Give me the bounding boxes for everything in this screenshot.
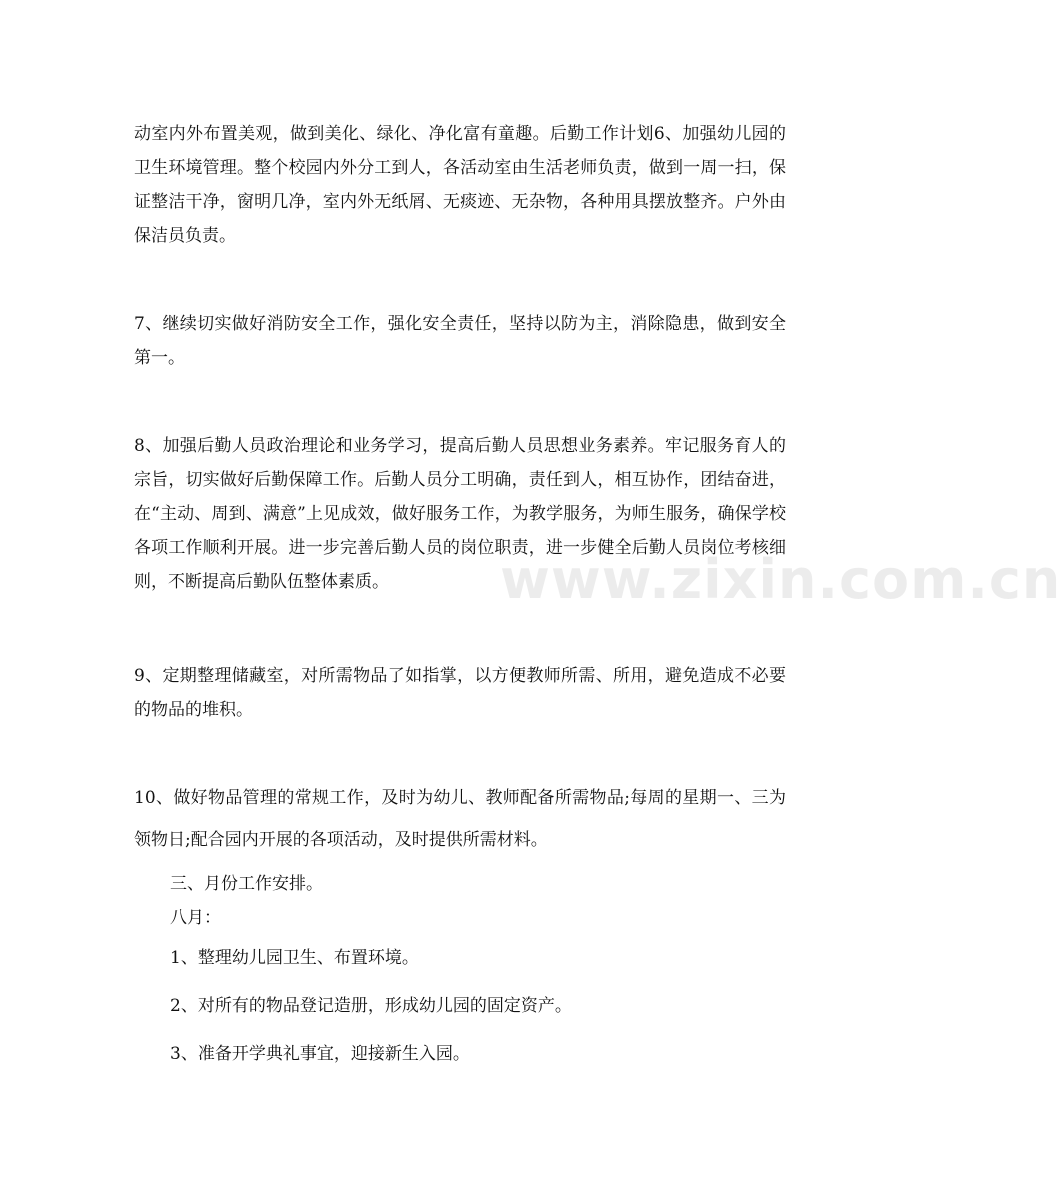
paragraph-staff-training: 8、加强后勤人员政治理论和业务学习，提高后勤人员思想业务素养。牢记服务育人的宗旨，切实做好后勤保障工作。后勤人员分工明确，责任到人，相互协作，团结奋进，在“主动、周到、满意”上见成效，做好服务工作，为教学服务，为师生服务，确保学校各项工作顺利开展。进一步完善后勤人员的岗位职责，进一步健全后勤人员岗位考核细则，不断提高后勤队伍整体素质。 xyxy=(134,436,786,592)
paragraph-hygiene-management: 动室内外布置美观，做到美化、绿化、净化富有童趣。后勤工作计划6、加强幼儿园的卫生环境管理。整个校园内外分工到人，各活动室由生活老师负责，做到一周一扫，保证整洁干净，窗明几净，室内外无纸屑、无痰迹、无杂物，各种用具摆放整齐。户外由保洁员负责。 xyxy=(134,124,786,246)
paragraph-storage-room: 9、定期整理储藏室，对所需物品了如指掌，以方便教师所需、所用，避免造成不必要的物品的堆积。 xyxy=(134,666,786,720)
list-item-august-1: 1、整理幼儿园卫生、布置环境。 xyxy=(170,948,419,968)
paragraph-supplies-management: 10、做好物品管理的常规工作，及时为幼儿、教师配备所需物品;每周的星期一、三为领物日;配合园内开展的各项活动，及时提供所需材料。 xyxy=(134,788,786,850)
list-item-august-3: 3、准备开学典礼事宜，迎接新生入园。 xyxy=(170,1044,470,1064)
month-label-august: 八月： xyxy=(170,908,221,928)
watermark-text: www.zixin.com.cn xyxy=(500,548,1061,611)
list-item-august-2: 2、对所有的物品登记造册，形成幼儿园的固定资产。 xyxy=(170,996,572,1016)
paragraph-fire-safety: 7、继续切实做好消防安全工作，强化安全责任，坚持以防为主，消除隐患，做到安全第一。 xyxy=(134,314,786,368)
section-heading-monthly-plan: 三、月份工作安排。 xyxy=(170,874,323,894)
